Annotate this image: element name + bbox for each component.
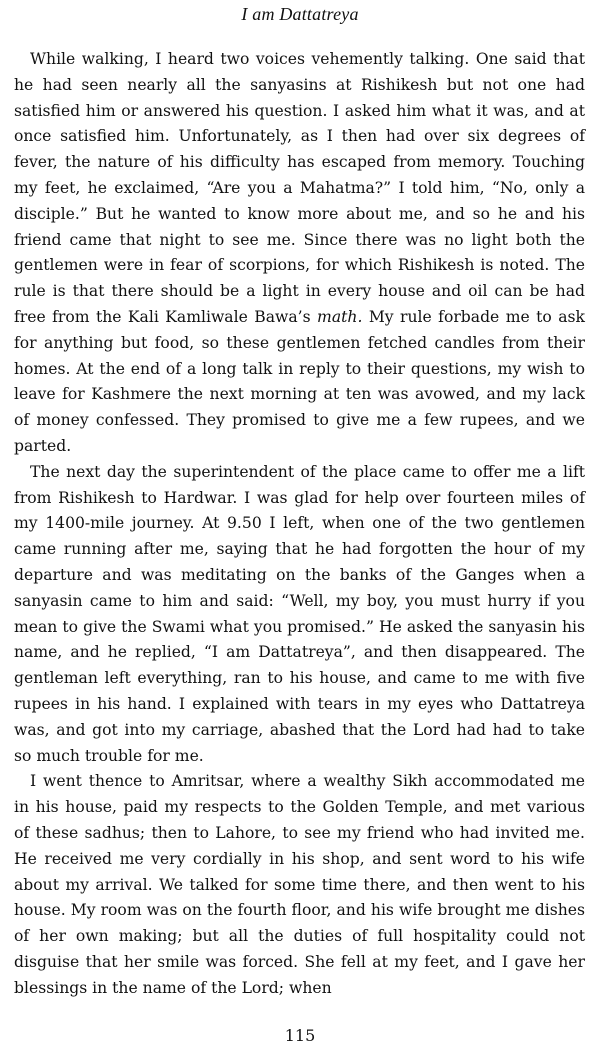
italic-word-math: math.: [317, 307, 363, 326]
paragraph-1-text-after: My rule forbade me to ask for anything but food, so these gentlemen fetched candles from their homes. At the end of a long talk in reply to their questions, my wish to leave for Kashmere the next morning at ten was avowed, and my lack of money confessed. They promised to give me a few rupees, and we parted.: [14, 307, 585, 455]
page-number: 115: [284, 1026, 316, 1045]
body-text: [14, 47, 585, 1001]
running-head: I am Dattatreya: [241, 4, 359, 24]
paragraph-1-text-before: While walking, I heard two voices vehemently talking. One said that he had seen nearly all the sanyasins at Rishikesh but not one had satisfied him or answered his question. I asked him what it was, and at once satisfied him. Unfortunately, as I then had over six degrees of fever, the nature of his difficulty has escaped from memory. Touching my feet, he exclaimed, “Are you a Mahatma?” I told him, “No, only a disciple.” But he wanted to know more about me, and so he and his friend came that night to see me. Since there was no light both the gentlemen were in fear of scorpions, for which Rishikesh is noted. The rule is that there should be a light in every house and oil can be had free from the Kali Kamliwale Bawa’s: [14, 50, 585, 326]
paragraph-2: The next day the superintendent of the place came to offer me a lift from Rishikesh to Hardwar. I was glad for help over fourteen miles of my 1400-mile journey. At 9.50 I left, when one of the two gentlemen came running after me, saying that he had forgotten the hour of my departure and was meditating on the banks of the Ganges when a sanyasin came to him and said: “Well, my boy, you must hurry if you mean to give the Swami what you promised.” He asked the sanyasin his name, and he replied, “I am Dattatreya”, and then disappeared. The gentleman left everything, ran to his house, and came to me with five rupees in his hand. I explained with tears in my eyes who Dattatreya was, and got into my carriage, abashed that the Lord had had to take so much trouble for me.: [14, 462, 585, 765]
paragraph-3: I went thence to Amritsar, where a wealthy Sikh accommodated me in his house, paid my respects to the Golden Temple, and met various of these sadhus; then to Lahore, to see my friend who had invited me. He received me very cordially in his shop, and sent word to his wife about my arrival. We talked for some time there, and then went to his house. My room was on the fourth floor, and his wife brought me dishes of her own making; but all the duties of full hospitality could not disguise that her smile was forced. She fell at my feet, and I gave her blessings in the name of the Lord; when: [14, 772, 585, 997]
paragraph-1: [14, 47, 585, 460]
